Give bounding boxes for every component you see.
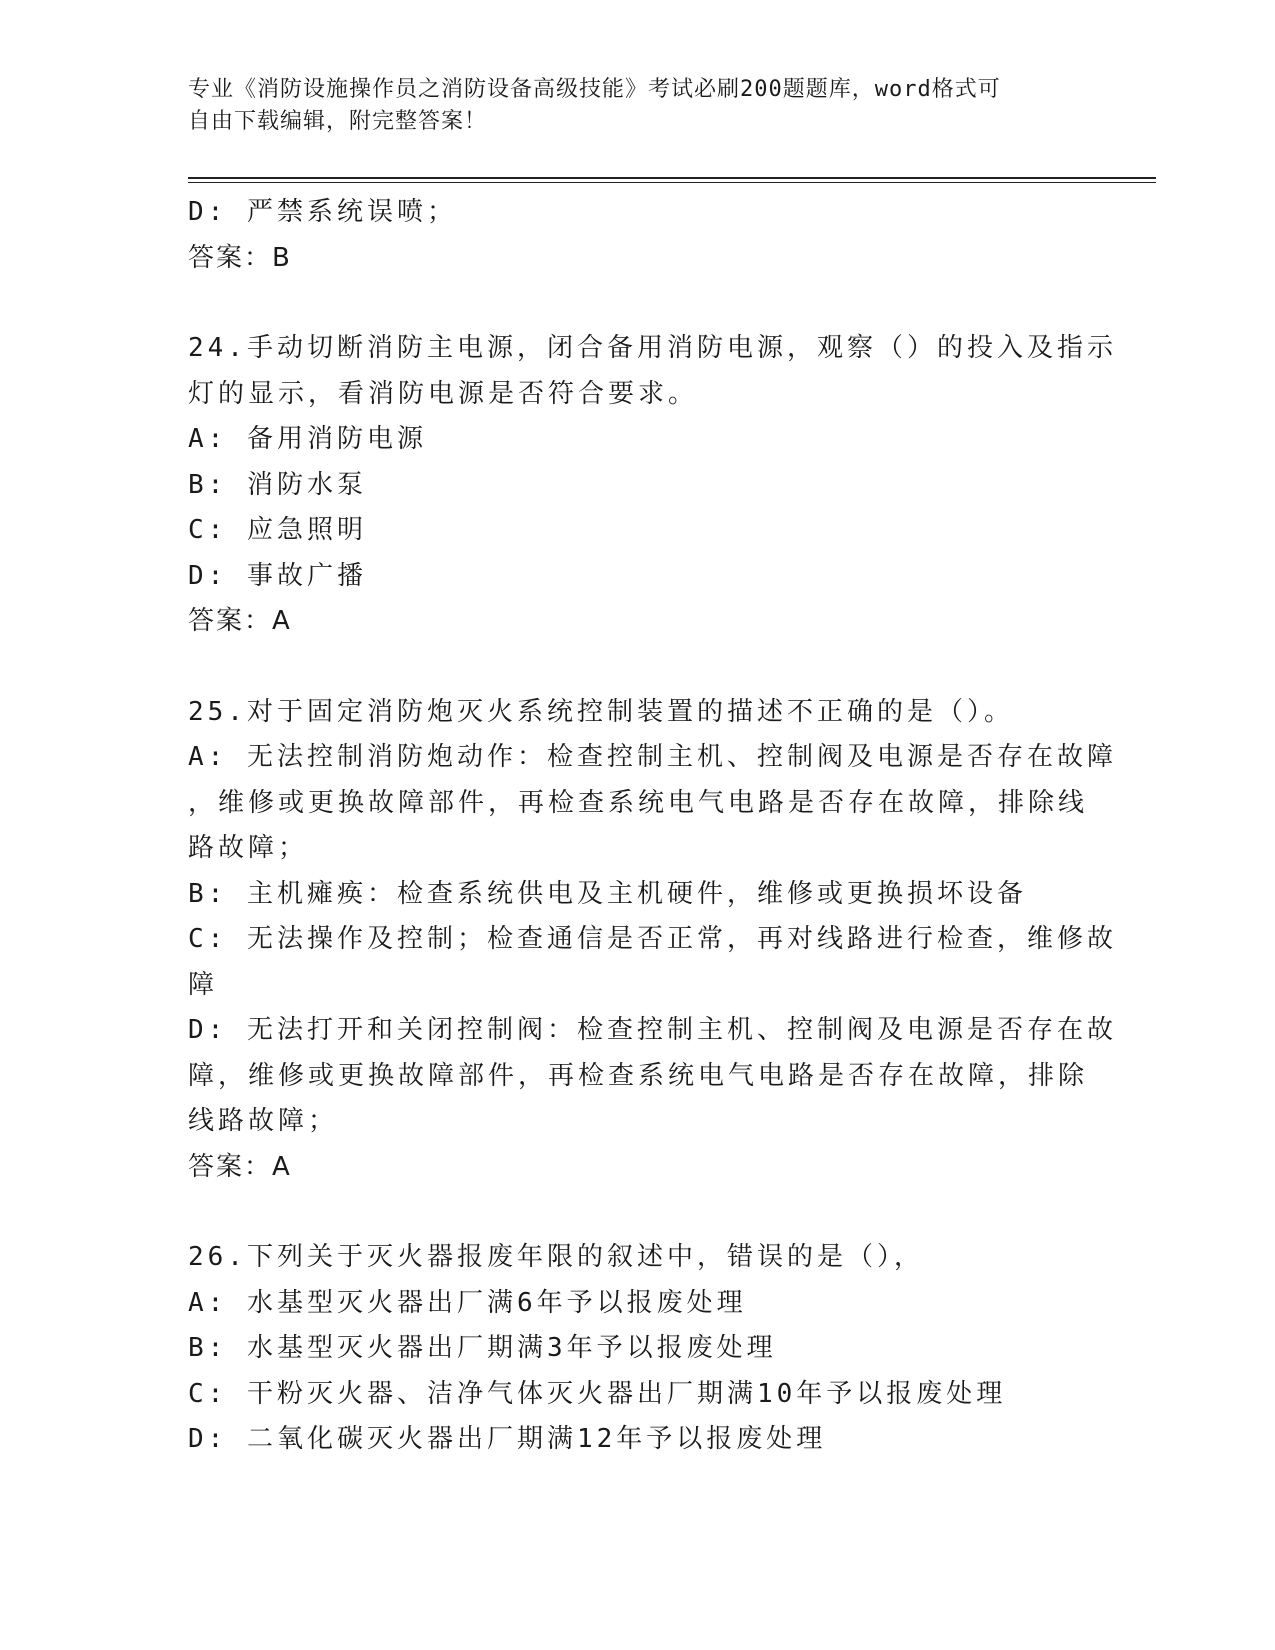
header-title-line-1: 专业《消防设施操作员之消防设备高级技能》考试必刷200题题库，word格式可	[188, 77, 1001, 102]
q25-option-c-line-1: C: 无法操作及控制；检查通信是否正常，再对线路进行检查，维修故	[188, 924, 1117, 954]
header-divider-thin	[188, 182, 1156, 183]
q24-answer: 答案：A	[188, 606, 292, 636]
q24-option-c: C: 应急照明	[188, 515, 367, 545]
q25-option-d-line-2: 障，维修或更换故障部件，再检查系统电气电路是否存在故障，排除	[188, 1060, 1089, 1091]
q25-option-a-line-3: 路故障；	[188, 833, 309, 863]
q24-option-a: A: 备用消防电源	[188, 424, 427, 454]
q25-option-d-line-3: 线路故障；	[188, 1106, 339, 1136]
page-header	[188, 74, 1068, 138]
q24-option-d: D: 事故广播	[188, 560, 367, 591]
q25-option-c-line-2: 障	[188, 969, 219, 1000]
spacer	[188, 645, 1088, 690]
q24-option-b: B: 消防水泵	[188, 469, 367, 500]
spacer	[188, 281, 1088, 326]
q25-answer: 答案：A	[188, 1151, 292, 1182]
q25-option-d-line-1: D: 无法打开和关闭控制阀：检查控制主机、控制阀及电源是否存在故	[188, 1015, 1117, 1045]
q26-stem: 26.下列关于灭火器报废年限的叙述中，错误的是（），	[188, 1242, 924, 1272]
q26-option-d: D: 二氧化碳灭火器出厂期满12年予以报废处理	[188, 1424, 827, 1454]
q26-option-b: B: 水基型灭火器出厂期满3年予以报废处理	[188, 1333, 777, 1363]
spacer	[188, 1190, 1088, 1235]
q23-answer: 答案：B	[188, 242, 292, 273]
q25-option-a-line-2: ，维修或更换故障部件，再检查系统电气电路是否存在故障，排除线	[188, 787, 1089, 818]
q26-option-c: C: 干粉灭火器、洁净气体灭火器出厂期满10年予以报废处理	[188, 1378, 1007, 1409]
q25-option-a-line-1: A: 无法控制消防炮动作：检查控制主机、控制阀及电源是否存在故障	[188, 742, 1117, 772]
q25-option-b: B: 主机瘫痪：检查系统供电及主机硬件，维修或更换损坏设备	[188, 878, 1027, 909]
q24-stem-line-1: 24.手动切断消防主电源，闭合备用消防电源，观察（）的投入及指示	[188, 333, 1117, 363]
q24-stem-line-2: 灯的显示，看消防电源是否符合要求。	[188, 378, 699, 409]
q23-option-d: D: 严禁系统误喷；	[188, 197, 457, 227]
q25-stem: 25.对于固定消防炮灭火系统控制装置的描述不正确的是（）。	[188, 696, 1014, 727]
header-divider-thick	[188, 177, 1156, 179]
header-title-line-2: 自由下载编辑，附完整答案！	[188, 109, 488, 134]
question-list	[188, 190, 1117, 1463]
q26-option-a: A: 水基型灭火器出厂满6年予以报废处理	[188, 1287, 747, 1318]
